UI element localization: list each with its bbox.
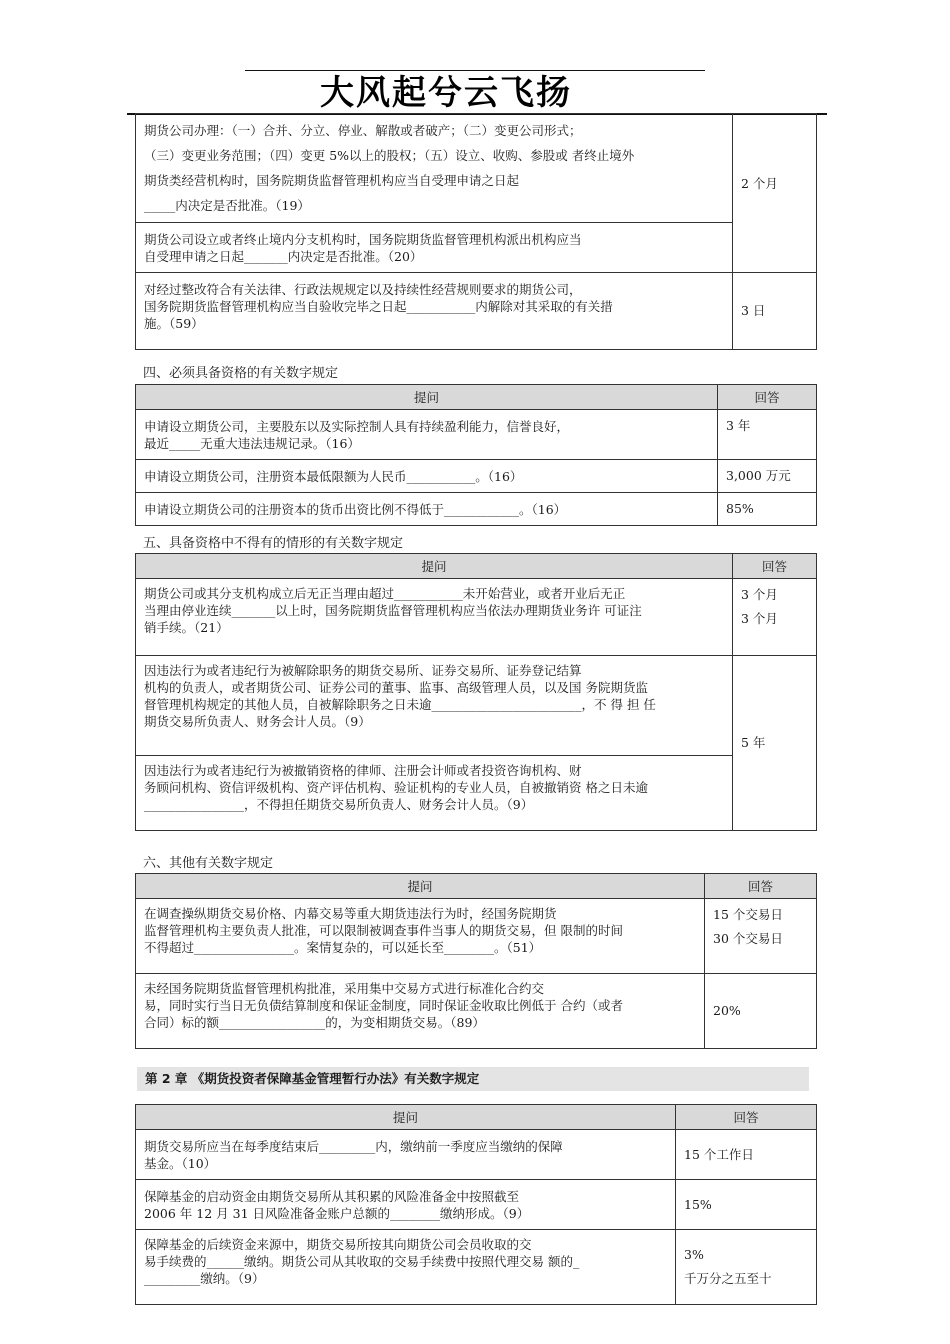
approval-deadline-table [135, 113, 817, 350]
answer-cell [676, 1230, 817, 1305]
answer-value: 3 日 [741, 303, 766, 318]
question-line: 最近_____无重大违法违规记录。（16） [144, 435, 360, 451]
question-line: 2006 年 12 月 31 日风险准备金账户总额的________缴纳形成。（9） [144, 1205, 530, 1221]
question-line: ________________，不得担任期货交易所负责人、财务会计人员。（9） [144, 797, 534, 812]
question-line: 因违法行为或者违纪行为被解除职务的期货交易所、证券交易所、证券登记结算 [144, 663, 582, 678]
answer-cell [733, 656, 817, 831]
answer-value: 15% [684, 1196, 712, 1212]
answer-value: 2 个月 [741, 176, 778, 191]
question-line: 保障基金的启动资金由期货交易所从其积累的风险准备金中按照截至 [144, 1188, 520, 1204]
table-row [136, 273, 817, 350]
question-cell [136, 974, 705, 1049]
answer-value: 3 个月 [741, 611, 778, 626]
question-line: 申请设立期货公司的注册资本的货币出资比例不得低于____________。（16） [144, 501, 567, 517]
answer-cell [733, 579, 817, 656]
question-cell [136, 1180, 676, 1230]
question-cell [136, 579, 733, 656]
question-line: _________缴纳。（9） [144, 1271, 265, 1286]
qualification-table [135, 384, 817, 526]
answer-cell [676, 1180, 817, 1230]
column-header-question: 提问 [136, 554, 733, 579]
column-header-question: 提问 [136, 874, 705, 899]
question-line: 监督管理机构主要负责人批准，可以限制被调查事件当事人的期货交易，但 限制的时间 [144, 923, 623, 938]
question-cell [136, 223, 733, 273]
section-heading: 四、必须具备资格的有关数字规定 [143, 366, 339, 381]
table-row [136, 656, 817, 756]
answer-value: 千万分之五至十 [684, 1271, 772, 1286]
question-line: 合同）标的额_________________的，为变相期货交易。（89） [144, 1015, 485, 1030]
answer-cell [718, 460, 817, 493]
column-header-question: 提问 [136, 1105, 676, 1130]
question-line: 未经国务院期货监督管理机构批准，采用集中交易方式进行标准化合约交 [144, 981, 545, 996]
column-header-question: 提问 [136, 385, 718, 410]
answer-value: 3 年 [726, 418, 751, 433]
answer-cell [733, 114, 817, 273]
question-cell [136, 656, 733, 756]
header-calligraphy-title: 大风起兮云飞扬 [320, 73, 572, 113]
table-header-row [136, 554, 817, 579]
answer-value: 3% [684, 1247, 704, 1262]
question-cell [136, 460, 718, 493]
question-line: 国务院期货监督管理机构应当自验收完毕之日起___________内解除对其采取的有关措 [144, 299, 613, 314]
question-line: 在调查操纵期货交易价格、内幕交易等重大期货违法行为时，经国务院期货 [144, 906, 557, 921]
answer-value: 15 个交易日 [713, 907, 783, 922]
answer-cell [705, 974, 817, 1049]
question-line: 对经过整改符合有关法律、行政法规规定以及持续性经营规则要求的期货公司， [144, 282, 582, 297]
question-line: 督管理机构规定的其他人员，自被解除职务之日未逾________________________，不 得 担 任 [144, 697, 656, 712]
disqualification-table [135, 553, 817, 831]
question-line: 期货交易所应当在每季度结束后_________内，缴纳前一季度应当缴纳的保障 [144, 1138, 563, 1154]
other-rules-table [135, 873, 817, 1049]
table-row [136, 974, 817, 1049]
question-line: 易手续费的______缴纳。期货公司从其收取的交易手续费中按照代理交易 额的_ [144, 1254, 580, 1269]
answer-value: 15 个工作日 [684, 1146, 754, 1162]
table-row [136, 756, 817, 831]
table-row [136, 114, 817, 223]
question-cell [136, 273, 733, 350]
answer-cell [676, 1130, 817, 1180]
question-line: 务顾问机构、资信评级机构、资产评估机构、验证机构的专业人员，自被撤销资 格之日未逾 [144, 780, 648, 795]
protection-fund-table [135, 1104, 817, 1305]
table-row [136, 493, 817, 526]
header-rule-top [245, 70, 705, 71]
column-header-answer: 回答 [733, 554, 817, 579]
section-heading: 六、其他有关数字规定 [143, 856, 274, 871]
question-line: 期货公司设立或者终止境内分支机构时，国务院期货监督管理机构派出机构应当 [144, 231, 582, 247]
table-row [136, 410, 817, 460]
column-header-answer: 回答 [718, 385, 817, 410]
question-line: 申请设立期货公司，主要股东以及实际控制人具有持续盈利能力，信誉良好， [144, 418, 570, 434]
answer-cell [733, 273, 817, 350]
column-header-answer: 回答 [676, 1105, 817, 1130]
question-line: _____内决定是否批准。（19） [144, 198, 310, 213]
question-line: 申请设立期货公司，注册资本最低限额为人民币___________。（16） [144, 468, 523, 484]
table-row [136, 899, 817, 974]
table-row [136, 223, 817, 273]
answer-value: 20% [713, 1003, 741, 1018]
answer-cell [705, 899, 817, 974]
question-line: 机构的负责人，或者期货公司、证券公司的董事、监事、高级管理人员，以及国 务院期货监 [144, 680, 648, 695]
table-row [136, 1130, 817, 1180]
question-line: 期货公司或其分支机构成立后无正当理由超过___________未开始营业，或者开业后无正 [144, 586, 626, 601]
question-cell [136, 899, 705, 974]
table-row [136, 1180, 817, 1230]
answer-value: 5 年 [741, 735, 766, 750]
table-header-row [136, 874, 817, 899]
question-cell [136, 493, 718, 526]
question-line: 施。（59） [144, 316, 204, 331]
table-header-row [136, 1105, 817, 1130]
question-line: 期货交易所负责人、财务会计人员。（9） [144, 714, 371, 729]
table-row [136, 1230, 817, 1305]
question-line: 保障基金的后续资金来源中，期货交易所按其向期货公司会员收取的交 [144, 1237, 532, 1252]
question-line: 当理由停业连续_______以上时，国务院期货监督管理机构应当依法办理期货业务许 可证注 [144, 603, 642, 618]
question-cell [136, 756, 733, 831]
section-heading: 五、具备资格中不得有的情形的有关数字规定 [143, 536, 404, 551]
question-line: 期货类经营机构时，国务院期货监督管理机构应当自受理申请之日起 [144, 173, 520, 188]
question-line: 因违法行为或者违纪行为被撤销资格的律师、注册会计师或者投资咨询机构、财 [144, 763, 582, 778]
answer-cell [718, 410, 817, 460]
table-row [136, 579, 817, 656]
answer-cell [718, 493, 817, 526]
question-cell [136, 410, 718, 460]
table-header-row [136, 385, 817, 410]
question-cell [136, 1130, 676, 1180]
answer-value: 3,000 万元 [726, 468, 791, 483]
question-cell [136, 1230, 676, 1305]
answer-value: 30 个交易日 [713, 931, 783, 946]
answer-value: 3 个月 [741, 587, 778, 602]
question-line: 自受理申请之日起_______内决定是否批准。（20） [144, 248, 423, 264]
question-line: 不得超过________________。案情复杂的，可以延长至________。（51） [144, 940, 542, 955]
question-line: 基金。（10） [144, 1155, 217, 1171]
table-row [136, 460, 817, 493]
question-line: （三）变更业务范围；（四）变更 5%以上的股权；（五）设立、收购、参股或 者终止境外 [144, 148, 635, 163]
column-header-answer: 回答 [705, 874, 817, 899]
question-cell [136, 114, 733, 223]
answer-value: 85% [726, 501, 754, 516]
question-line: 期货公司办理：（一）合并、分立、停业、解散或者破产；（二）变更公司形式； [144, 123, 582, 138]
question-line: 易，同时实行当日无负债结算制度和保证金制度，同时保证金收取比例低于 合约（或者 [144, 998, 623, 1013]
question-line: 销手续。（21） [144, 620, 229, 635]
chapter-heading: 第 2 章 《期货投资者保障基金管理暂行办法》有关数字规定 [137, 1067, 809, 1091]
